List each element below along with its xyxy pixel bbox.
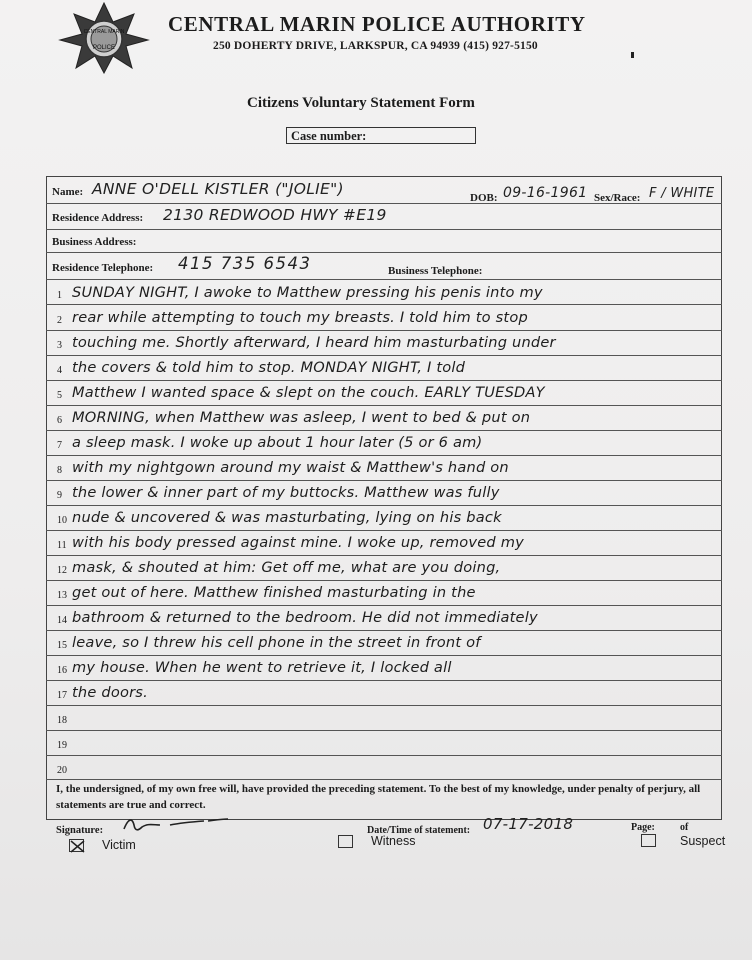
grid-rule	[46, 480, 722, 481]
line-number: 17	[57, 690, 67, 701]
witness-checkbox[interactable]	[338, 835, 353, 848]
line-text: a sleep mask. I woke up about 1 hour later (5 or 6 am)	[72, 434, 483, 451]
page-label: Page:	[631, 822, 655, 833]
grid-rule	[46, 304, 722, 305]
grid-rule	[46, 680, 722, 681]
business-address-label: Business Address:	[52, 236, 137, 248]
line-number: 12	[57, 565, 67, 576]
line-text: Matthew I wanted space & slept on the couch. EARLY TUESDAY	[72, 384, 545, 401]
grid-rule	[46, 605, 722, 606]
line-text: SUNDAY NIGHT, I awoke to Matthew pressing his penis into my	[72, 284, 543, 301]
line-text: nude & uncovered & was masturbating, lying on his back	[72, 509, 502, 526]
grid-rule	[46, 655, 722, 656]
line-number: 15	[57, 640, 67, 651]
certification-text: I, the undersigned, of my own free will, have provided the preceding statement. To the best of my knowledge, under penalty of perjury, all statements are true and correct.	[56, 783, 701, 811]
line-text: touching me. Shortly afterward, I heard him masturbating under	[72, 334, 556, 351]
stray-mark	[631, 52, 634, 58]
line-number: 18	[57, 715, 67, 726]
grid-rule	[46, 279, 722, 280]
grid-rule	[46, 555, 722, 556]
suspect-checkbox[interactable]	[641, 834, 656, 847]
line-text: mask, & shouted at him: Get off me, what are you doing,	[72, 559, 501, 576]
line-number: 10	[57, 515, 67, 526]
sexrace-value[interactable]: F / WHITE	[649, 186, 715, 201]
line-number: 6	[57, 415, 62, 426]
dob-value[interactable]: 09-16-1961	[503, 185, 588, 201]
grid-rule	[46, 630, 722, 631]
line-number: 4	[57, 365, 62, 376]
line-text: the covers & told him to stop. MONDAY NIGHT, I told	[72, 359, 466, 376]
name-label: Name:	[52, 186, 84, 198]
svg-text:POLICE: POLICE	[92, 45, 116, 51]
line-text: bathroom & returned to the bedroom. He did not immediately	[72, 609, 538, 626]
signature-scrawl[interactable]	[120, 815, 230, 835]
line-text: leave, so I threw his cell phone in the street in front of	[72, 634, 481, 651]
grid-rule	[46, 530, 722, 531]
grid-rule	[46, 430, 722, 431]
grid-rule	[46, 755, 722, 756]
grid-rule	[46, 580, 722, 581]
form-title: Citizens Voluntary Statement Form	[247, 95, 475, 111]
grid-rule	[46, 229, 722, 230]
line-number: 20	[57, 765, 67, 776]
line-number: 8	[57, 465, 62, 476]
victim-checkbox[interactable]	[69, 839, 84, 852]
case-number-field[interactable]	[286, 127, 476, 144]
line-text: with my nightgown around my waist & Matthew's hand on	[72, 459, 509, 476]
suspect-label: Suspect	[680, 834, 726, 848]
line-number: 14	[57, 615, 67, 626]
page-of-label: of	[680, 822, 689, 833]
grid-rule	[46, 252, 722, 253]
line-number: 1	[57, 290, 62, 301]
witness-label: Witness	[371, 834, 416, 848]
sexrace-label: Sex/Race:	[594, 192, 641, 204]
svg-text:CENTRAL MARIN: CENTRAL MARIN	[83, 29, 125, 35]
agency-name: CENTRAL MARIN POLICE AUTHORITY	[168, 12, 586, 36]
line-text: the doors.	[72, 684, 148, 701]
grid-rule	[46, 355, 722, 356]
line-text: MORNING, when Matthew was asleep, I went to bed & put on	[72, 409, 531, 426]
line-text: rear while attempting to touch my breasts. I told him to stop	[72, 309, 528, 326]
grid-rule	[46, 779, 722, 780]
grid-rule	[46, 405, 722, 406]
line-text: get out of here. Matthew finished masturbating in the	[72, 584, 476, 601]
victim-label: Victim	[102, 838, 136, 852]
grid-rule	[46, 380, 722, 381]
line-number: 2	[57, 315, 62, 326]
residence-address-value[interactable]: 2130 REDWOOD HWY #E19	[163, 206, 387, 224]
line-number: 3	[57, 340, 62, 351]
line-text: with his body pressed against mine. I woke up, removed my	[72, 534, 524, 551]
agency-address: 250 DOHERTY DRIVE, LARKSPUR, CA 94939 (415) 927-5150	[213, 40, 538, 52]
checkmark-icon	[70, 840, 85, 853]
grid-rule	[46, 455, 722, 456]
line-number: 19	[57, 740, 67, 751]
dob-label: DOB:	[470, 192, 498, 204]
grid-rule	[46, 505, 722, 506]
grid-rule	[46, 730, 722, 731]
line-number: 9	[57, 490, 62, 501]
police-star-badge	[58, 2, 150, 74]
residence-phone-value[interactable]: 415 735 6543	[178, 254, 312, 273]
line-number: 16	[57, 665, 67, 676]
residence-phone-label: Residence Telephone:	[52, 262, 154, 274]
case-number-label: Case number:	[291, 129, 367, 143]
datetime-value[interactable]: 07-17-2018	[483, 815, 574, 833]
name-value[interactable]: ANNE O'DELL KISTLER ("JOLIE")	[92, 180, 344, 198]
line-number: 5	[57, 390, 62, 401]
datetime-label: Date/Time of statement:	[367, 825, 471, 836]
business-phone-label: Business Telephone:	[388, 265, 483, 277]
residence-address-label: Residence Address:	[52, 212, 144, 224]
line-number: 11	[57, 540, 67, 551]
grid-rule	[46, 330, 722, 331]
grid-rule	[46, 705, 722, 706]
line-number: 7	[57, 440, 62, 451]
line-number: 13	[57, 590, 67, 601]
line-text: my house. When he went to retrieve it, I locked all	[72, 659, 452, 676]
signature-label: Signature:	[56, 825, 104, 836]
line-text: the lower & inner part of my buttocks. Matthew was fully	[72, 484, 500, 501]
